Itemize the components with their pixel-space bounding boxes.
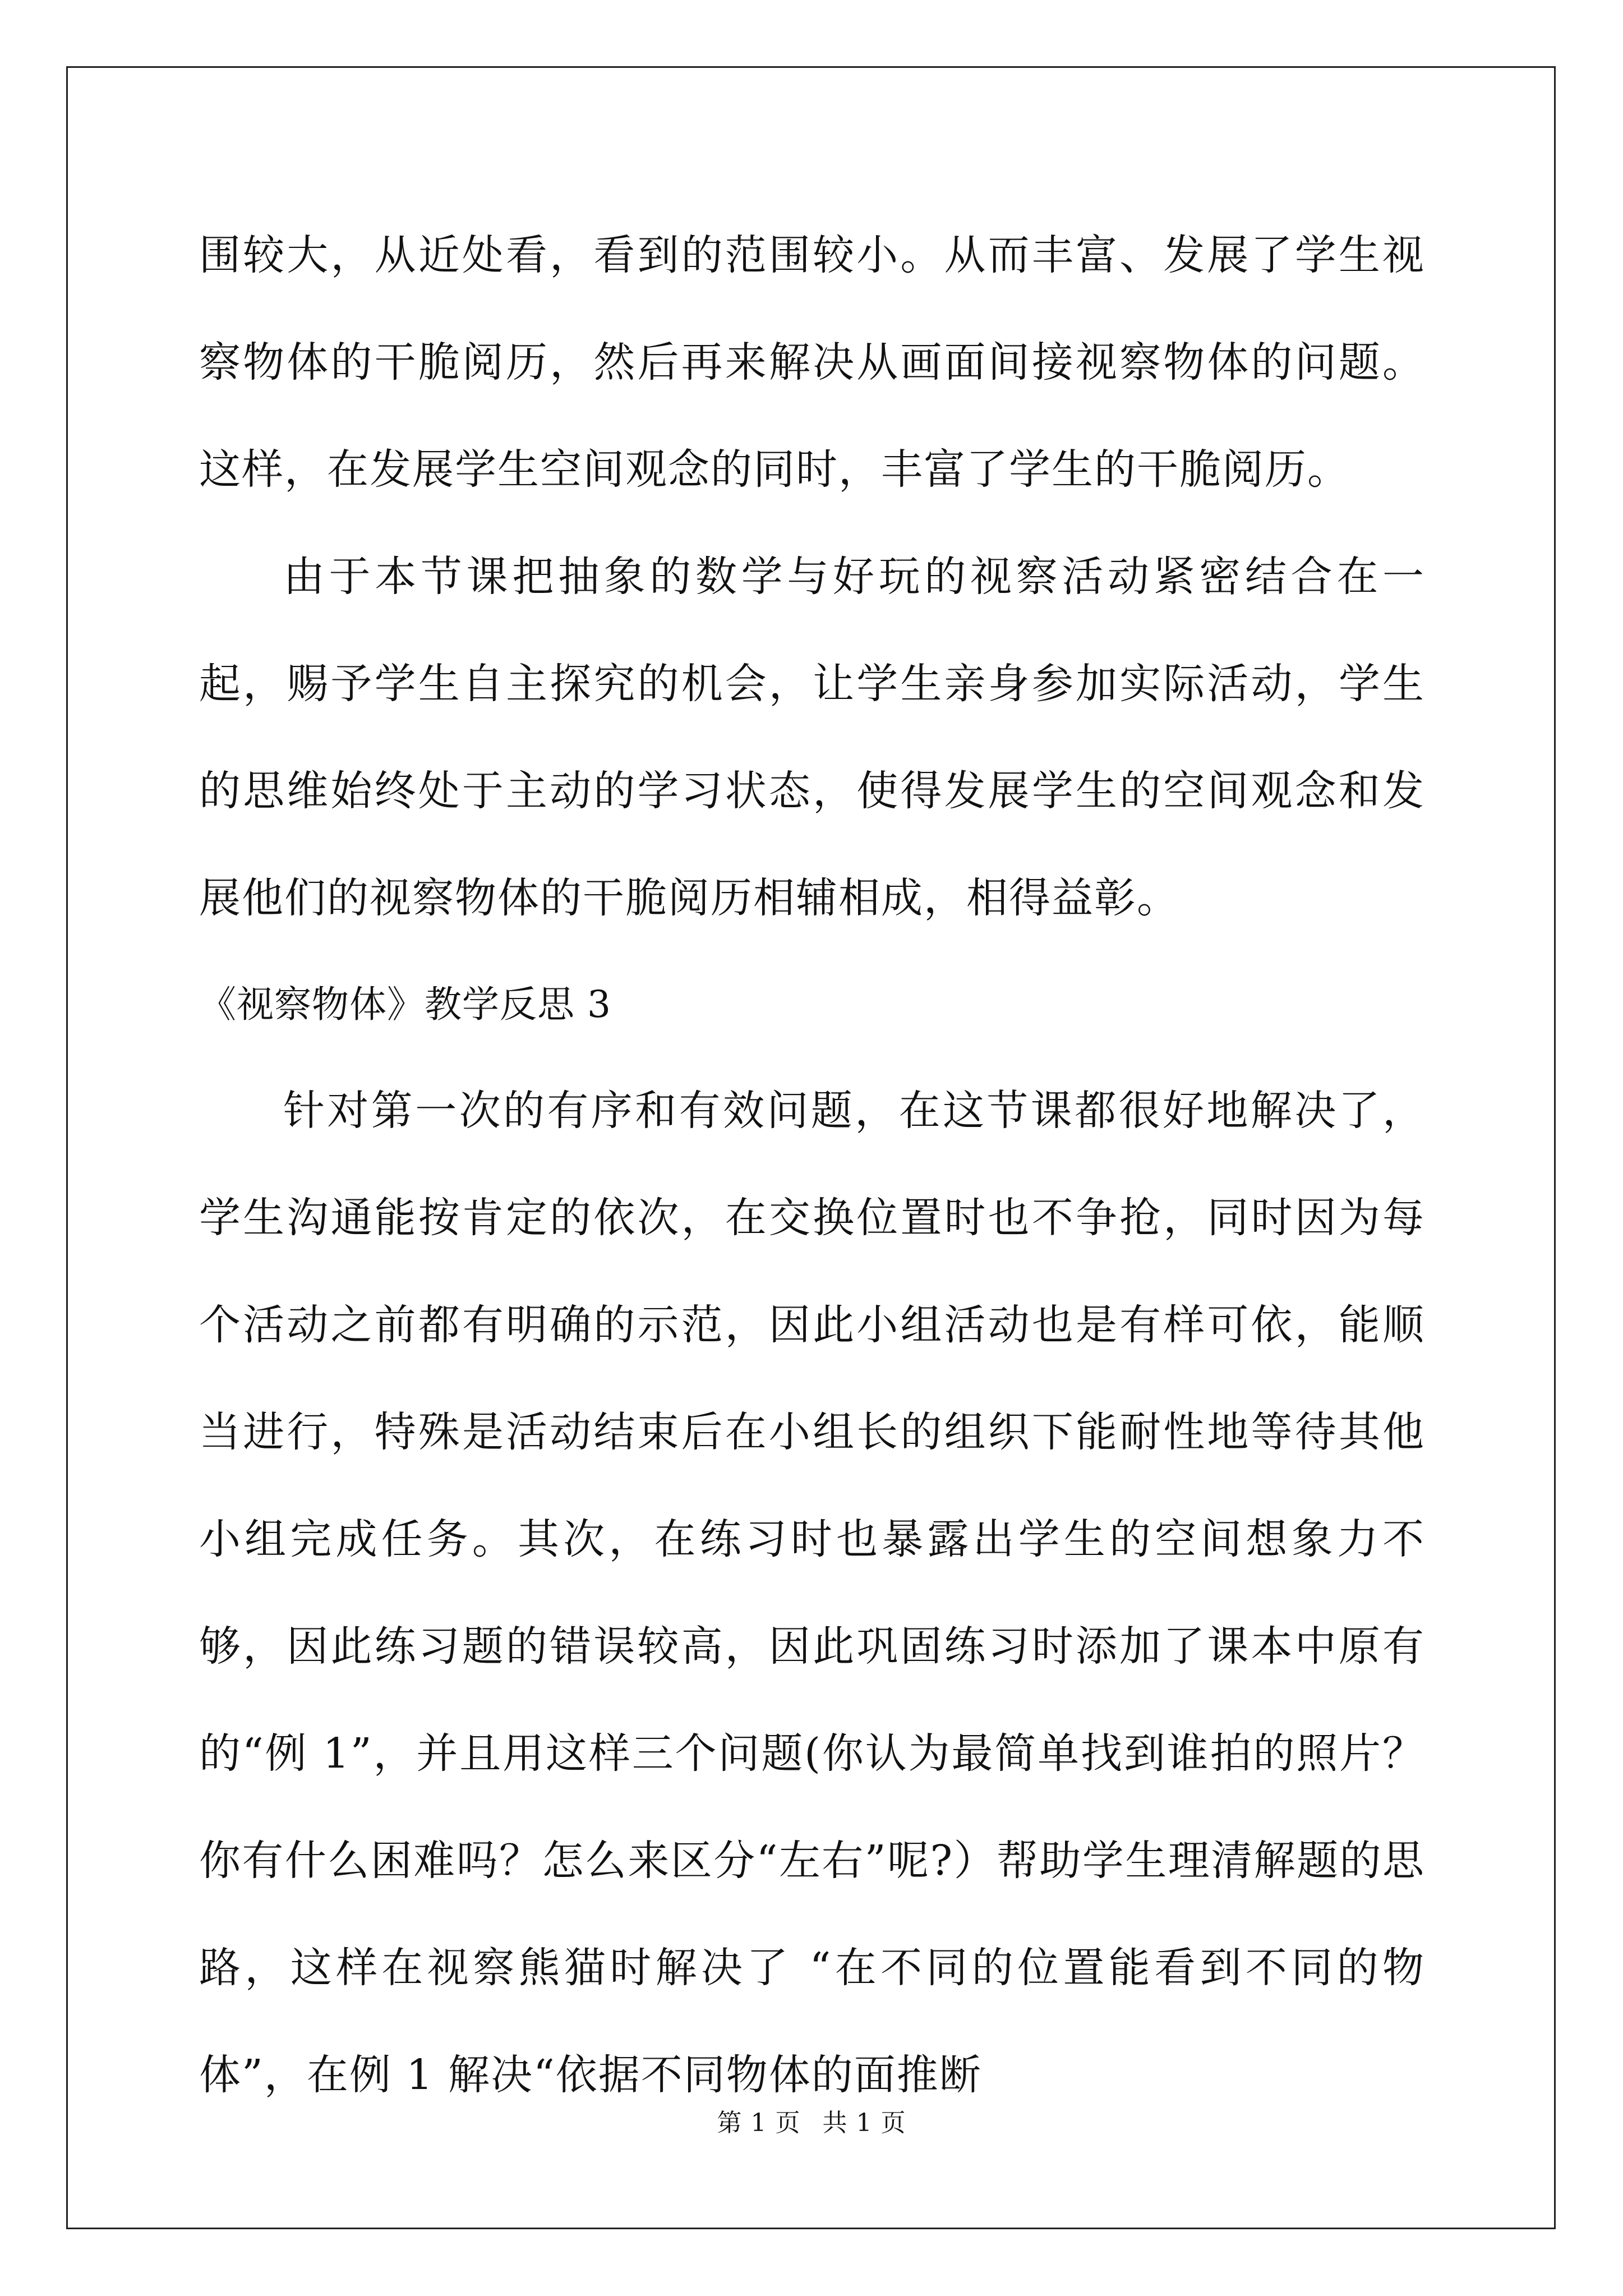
section-heading: 《视察物体》教学反思 3 bbox=[199, 983, 611, 1026]
page-footer bbox=[0, 2106, 1623, 2140]
paragraph-summary: 由于本节课把抽象的数学与好玩的视察活动紧密结合在一起，赐予学生自主探究的机会，让学生亲身参加实际活动，学生的思维始终处于主动的学习状态，使得发展学生的空间观念和发展他们的视察物体的干脆阅历相辅相成，相得益彰。 bbox=[199, 553, 1425, 922]
page-number: 第 1 页 bbox=[717, 2109, 801, 2137]
paragraph-reflection: 针对第一次的有序和有效问题，在这节课都很好地解决了，学生沟通能按肯定的依次，在交换位置时也不争抢，同时因为每个活动之前都有明确的示范，因此小组活动也是有样可依，能顺当进行，特殊是活动结束后在小组长的组织下能耐性地等待其他小组完成任务。其次，在练习时也暴露出学生的空间想象力不够，因此练习题的错误较高，因此巩固练习时添加了课本中原有的“例 1”，并且用这样三个问题(你认为最简单找到谁拍的照片？你有什么困难吗？怎么来区分“左右”呢?）帮助学生理清解题的思路，这样在视察熊猫时解决了 “在不同的位置能看到不同的物体”，在例 1 解决“依据不同物体的面推断 bbox=[199, 1087, 1425, 2099]
document-body bbox=[199, 202, 1425, 2129]
paragraph-continued: 围较大，从近处看，看到的范围较小。从而丰富、发展了学生视察物体的干脆阅历，然后再来解决从画面间接视察物体的问题。这样，在发展学生空间观念的同时，丰富了学生的干脆阅历。 bbox=[199, 231, 1425, 494]
page-total: 共 1 页 bbox=[822, 2109, 906, 2137]
